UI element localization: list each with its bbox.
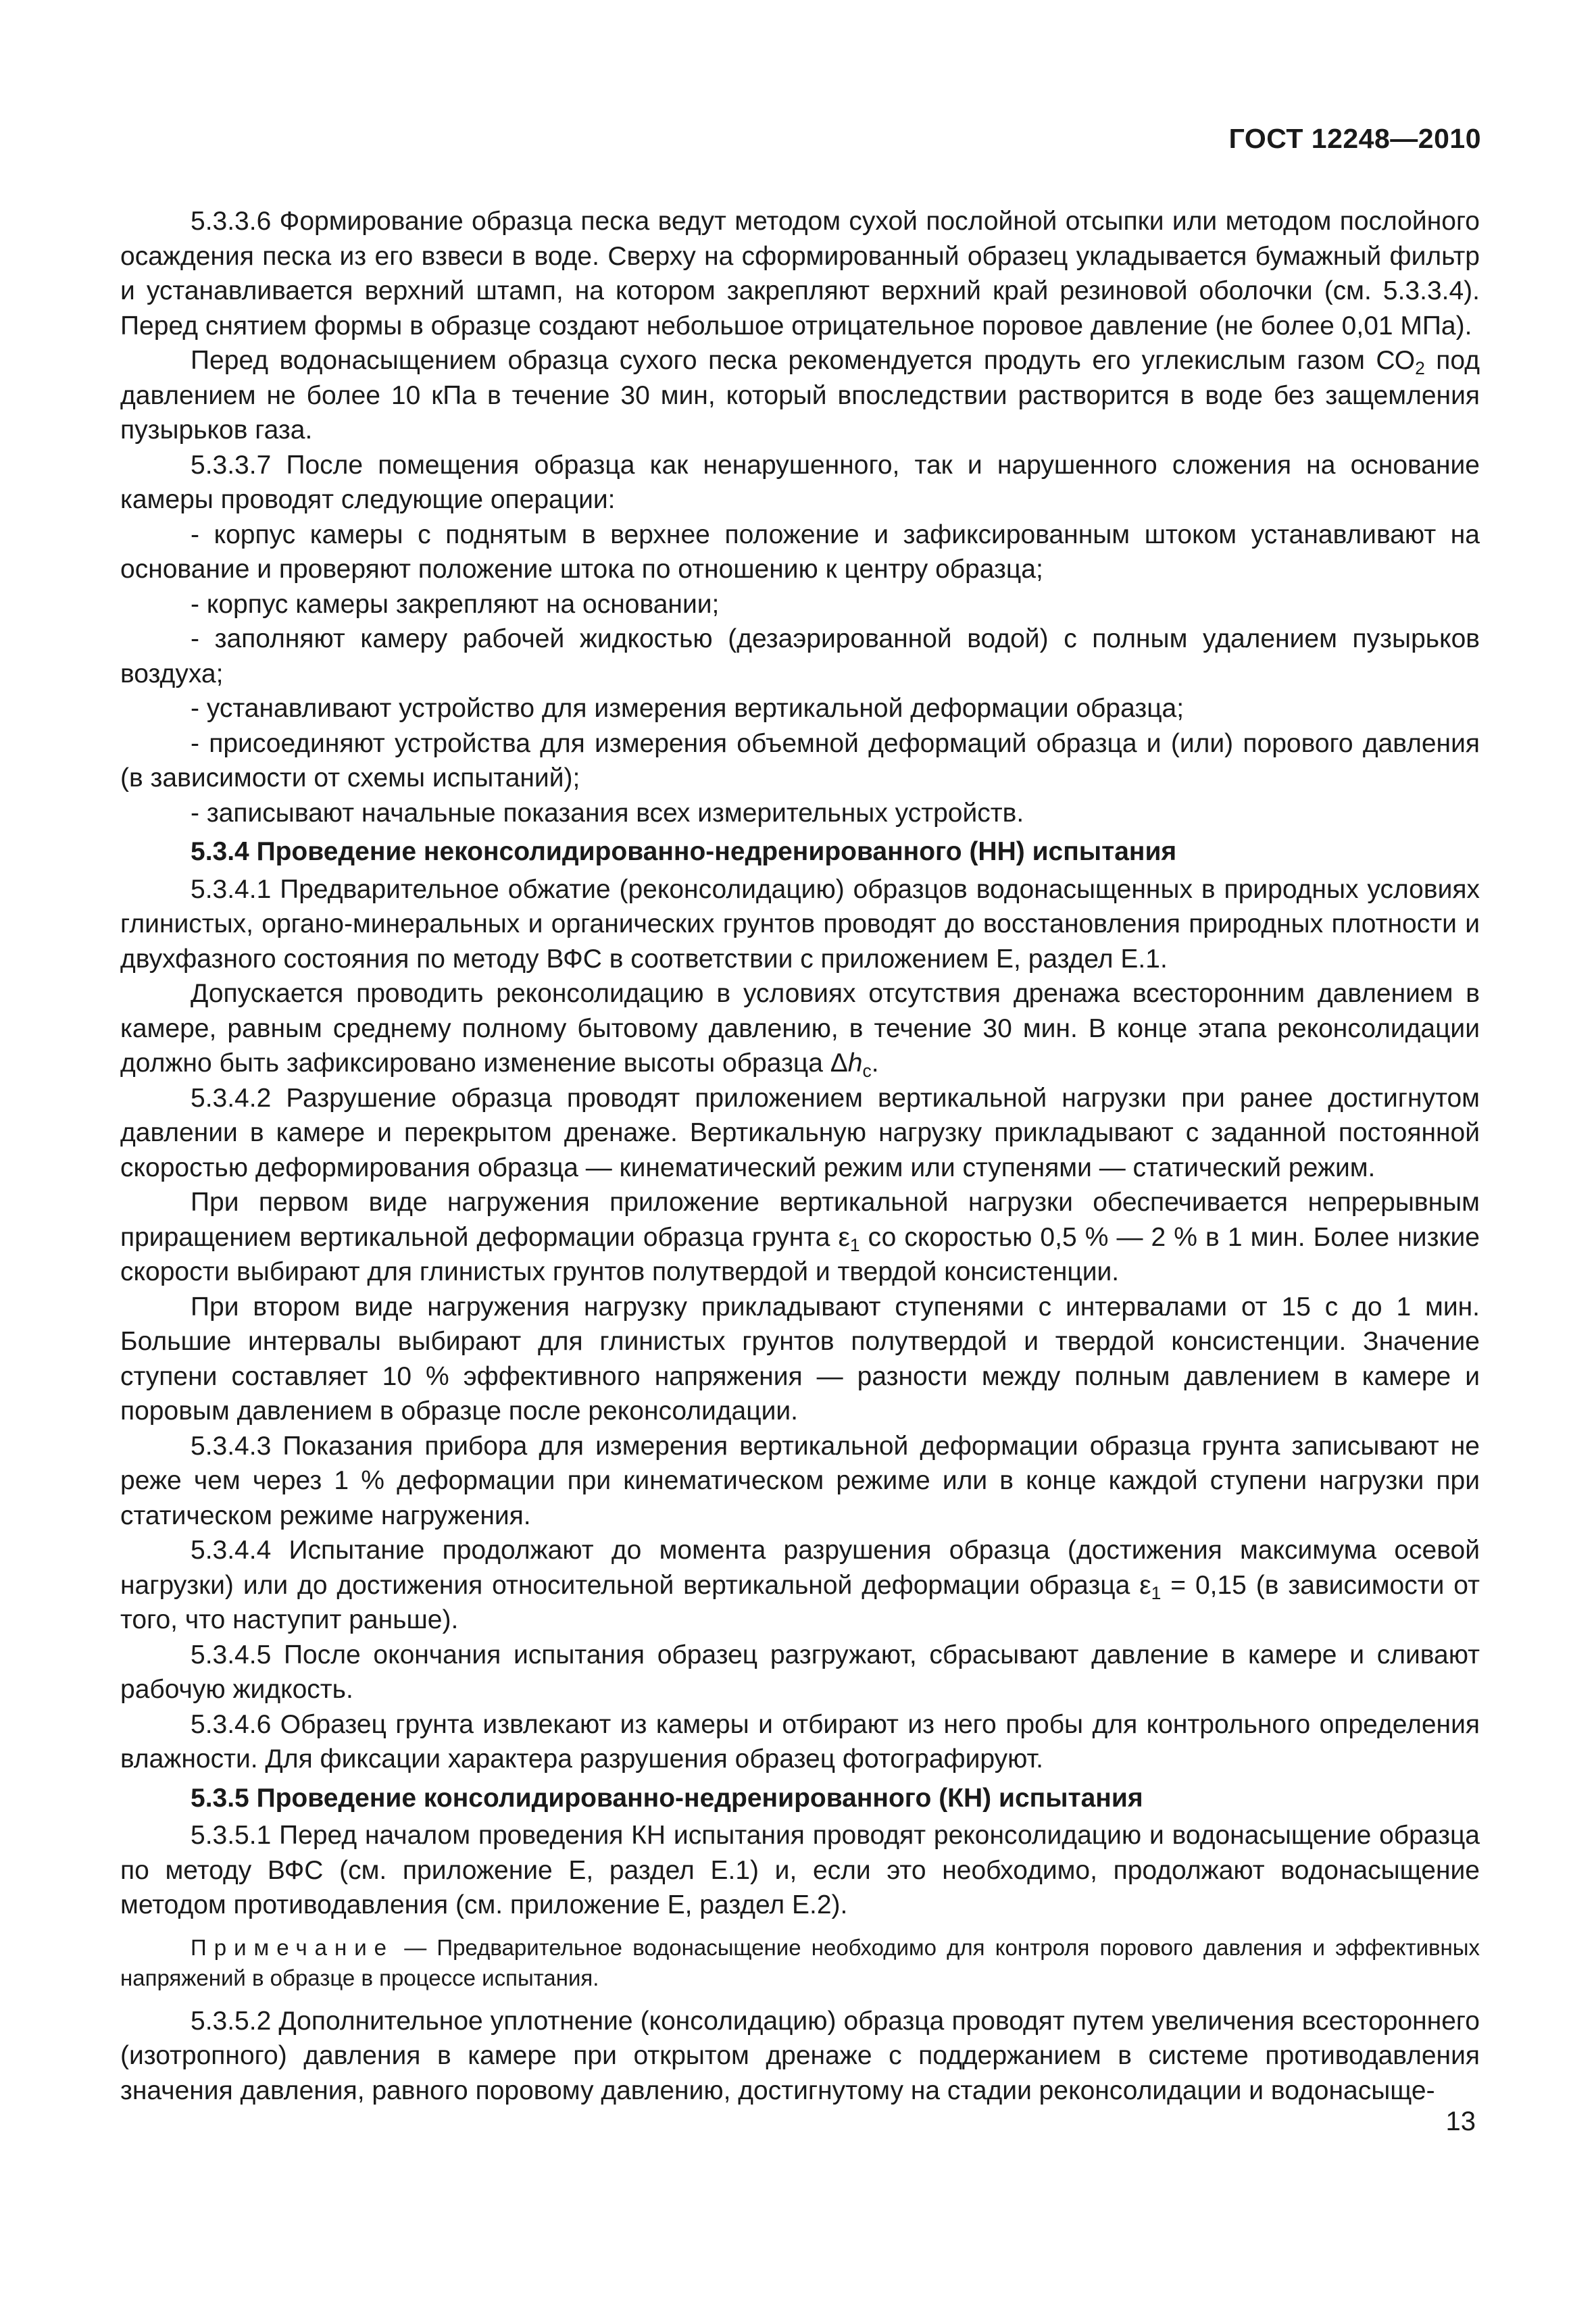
paragraph	[120, 622, 1480, 691]
text-run: 5.3.4.6 Образец грунта извлекают из камеры и отбирают из него пробы для контрольного определения влажности. Для фиксации характера разрушения образец фотографируют.	[120, 1709, 1480, 1774]
text-run: со скоростью 0,5 % — 2 % в 1 мин. Более низкие скорости выбирают для глинистых грунтов полутвердой и твердой консистенции.	[120, 1222, 1480, 1286]
note-paragraph	[120, 1932, 1480, 1993]
subscript: c	[862, 1060, 872, 1081]
italic-symbol: h	[847, 1049, 863, 1078]
text-run: .	[871, 1049, 879, 1078]
subscript: 1	[1151, 1582, 1162, 1603]
paragraph	[120, 1638, 1480, 1707]
paragraph	[120, 1818, 1480, 1923]
text-run: Допускается проводить реконсолидацию в условиях отсутствия дренажа всесторонним давлением в камере, равным среднему полному бытовому давлению, в течение 30 мин. В конце этапа реконсолидации должно быть зафиксировано изменение высоты образца Δ	[120, 979, 1480, 1078]
paragraph	[120, 1290, 1480, 1429]
section-heading	[120, 834, 1480, 870]
text-run: - корпус камеры с поднятым в верхнее положение и зафиксированным штоком устанавливают на основание и проверяют положение штока по отношению к центру образца;	[120, 520, 1480, 584]
paragraph	[120, 2004, 1480, 2109]
text-run: При втором виде нагружения нагрузку прикладывают ступенями с интервалами от 15 с до 1 мин. Большие интервалы выбирают для глинистых грунтов полутвердой и твердой консистенции. Значение ступени составляет 10 % эффективного напряжения — разности между полным давлением в камере и поровым давлением в образце после реконсолидации.	[120, 1292, 1480, 1426]
section-heading	[120, 1781, 1480, 1816]
paragraph	[120, 691, 1480, 726]
paragraph	[120, 872, 1480, 977]
paragraph	[120, 1533, 1480, 1638]
paragraph	[120, 204, 1480, 343]
text-run: 5.3.5 Проведение консолидированно-недренированного (КН) испытания	[191, 1783, 1143, 1813]
paragraph	[120, 343, 1480, 448]
text-run: 5.3.5.1 Перед началом проведения КН испытания проводят реконсолидацию и водонасыщение образца по методу ВФС (см. приложение Е, раздел Е.1) и, если это необходимо, продолжают водонасыщение методом противодавления (см. приложение Е, раздел Е.2).	[120, 1821, 1480, 1919]
text-run: 5.3.4.3 Показания прибора для измерения вертикальной деформации образца грунта записывают не реже чем через 1 % деформации при кинематическом режиме или в конце каждой ступени нагрузки при статическом режиме нагружения.	[120, 1431, 1480, 1530]
text-run: 5.3.4 Проведение неконсолидированно-недренированного (НН) испытания	[191, 837, 1177, 866]
text-run: 5.3.4.4 Испытание продолжают до момента разрушения образца (достижения максимума осевой нагрузки) или до достижения относительной вертикальной деформации образца ε	[120, 1536, 1480, 1600]
paragraph	[120, 587, 1480, 622]
paragraph	[120, 726, 1480, 796]
text-run: 5.3.5.2 Дополнительное уплотнение (консолидацию) образца проводят путем увеличения всестороннего (изотропного) давления в камере при открытом дренаже с поддержанием в системе противодавления значения давления, равного поровому давлению, достигнутому на стадии реконсолидации и водонасыще-	[120, 2006, 1480, 2105]
text-run: - корпус камеры закрепляют на основании;	[191, 589, 720, 619]
paragraph	[120, 1429, 1480, 1534]
subscript: 1	[849, 1234, 860, 1255]
text-run: 5.3.4.5 После окончания испытания образец разгружают, сбрасывают давление в камере и сливают рабочую жидкость.	[120, 1640, 1480, 1704]
paragraph	[120, 1081, 1480, 1186]
page-number: 13	[1445, 2107, 1476, 2136]
text-run: - устанавливают устройство для измерения вертикальной деформации образца;	[191, 694, 1184, 723]
text-run: - присоединяют устройства для измерения объемной деформаций образца и (или) порового давления (в зависимости от схемы испытаний);	[120, 728, 1480, 793]
text-run: под давлением не более 10 кПа в течение 30 мин, который впоследствии растворится в воде без защемления пузырьков газа.	[120, 346, 1480, 445]
text-run: — Предварительное водонасыщение необходимо для контроля порового давления и эффективных напряжений в образце в процессе испытания.	[120, 1934, 1480, 1990]
text-run: 5.3.4.1 Предварительное обжатие (реконсолидацию) образцов водонасыщенных в природных условиях глинистых, органо-минеральных и органических грунтов проводят до восстановления природных плотности и двухфазного состояния по методу ВФС в соответствии с приложением Е, раздел Е.1.	[120, 874, 1480, 974]
document-body	[120, 204, 1480, 2108]
text-run: При первом виде нагружения приложение вертикальной нагрузки обеспечивается непрерывным приращением вертикальной деформации образца грунта ε	[120, 1188, 1480, 1252]
text-run: 5.3.4.2 Разрушение образца проводят приложением вертикальной нагрузки при ранее достигнутом давлении в камере и перекрытом дренаже. Вертикальную нагрузку прикладывают с заданной постоянной скоростью деформирования образца — кинематический режим или ступенями — статический режим.	[120, 1083, 1480, 1182]
paragraph	[120, 976, 1480, 1081]
text-run: Перед водонасыщением образца сухого песка рекомендуется продуть его углекислым газом СО	[191, 346, 1416, 375]
text-run: - заполняют камеру рабочей жидкостью (дезаэрированной водой) с полным удалением пузырьков воздуха;	[120, 624, 1480, 688]
document-code-header: ГОСТ 12248—2010	[1228, 123, 1481, 154]
paragraph	[120, 518, 1480, 587]
text-run: - записывают начальные показания всех измерительных устройств.	[191, 798, 1024, 828]
text-run: 5.3.3.6 Формирование образца песка ведут методом сухой послойной отсыпки или методом послойного осаждения песка из его взвеси в воде. Сверху на сформированный образец укладывается бумажный фильтр и устанавливается верхний штамп, на котором закрепляют верхний край резиновой оболочки (см. 5.3.3.4). Перед снятием формы в образце создают небольшое отрицательное поровое давление (не более 0,01 МПа).	[120, 207, 1480, 341]
text-run: 5.3.3.7 После помещения образца как ненарушенного, так и нарушенного сложения на основание камеры проводят следующие операции:	[120, 450, 1480, 514]
paragraph	[120, 1185, 1480, 1290]
paragraph	[120, 796, 1480, 831]
paragraph	[120, 448, 1480, 518]
paragraph	[120, 1707, 1480, 1777]
text-run: = 0,15 (в зависимости от того, что наступит раньше).	[120, 1570, 1480, 1634]
note-label: Примечание	[191, 1934, 395, 1960]
subscript: 2	[1415, 357, 1425, 378]
